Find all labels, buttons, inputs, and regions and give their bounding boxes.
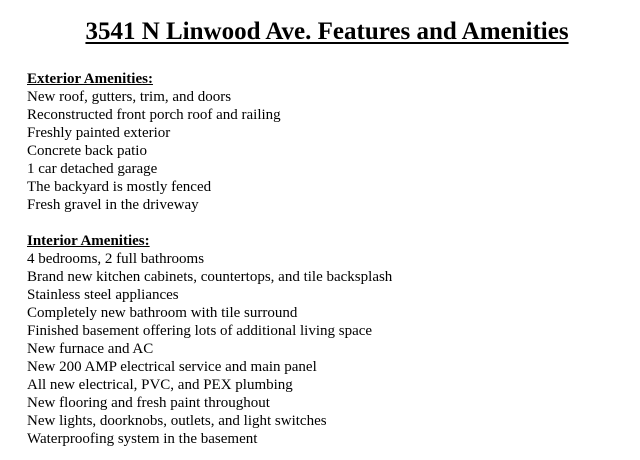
- list-item: Stainless steel appliances: [27, 287, 179, 303]
- interior-amenities-list: [27, 250, 627, 448]
- list-item: Fresh gravel in the driveway: [27, 197, 199, 213]
- list-item: 1 car detached garage: [27, 161, 158, 177]
- list-item: Freshly painted exterior: [27, 125, 171, 141]
- list-item: New lights, doorknobs, outlets, and light switches: [27, 413, 327, 429]
- list-item: Concrete back patio: [27, 143, 147, 159]
- list-item: New roof, gutters, trim, and doors: [27, 89, 232, 105]
- document-title: 3541 N Linwood Ave. Features and Amenities: [85, 18, 569, 45]
- list-item: All new electrical, PVC, and PEX plumbing: [27, 377, 293, 393]
- list-item: New flooring and fresh paint throughout: [27, 395, 270, 411]
- list-item: Waterproofing system in the basement: [27, 431, 258, 447]
- list-item: 4 bedrooms, 2 full bathrooms: [27, 251, 205, 267]
- interior-amenities-section: [27, 232, 627, 448]
- list-item: Brand new kitchen cabinets, countertops, and tile backsplash: [27, 269, 393, 285]
- list-item: New 200 AMP electrical service and main panel: [27, 359, 317, 375]
- exterior-amenities-heading: Exterior Amenities:: [27, 71, 153, 87]
- list-item: New furnace and AC: [27, 341, 154, 357]
- list-item: Completely new bathroom with tile surround: [27, 305, 298, 321]
- exterior-amenities-list: [27, 88, 627, 214]
- interior-amenities-heading: Interior Amenities:: [27, 233, 150, 249]
- list-item: Finished basement offering lots of additional living space: [27, 323, 373, 339]
- list-item: The backyard is mostly fenced: [27, 179, 212, 195]
- exterior-amenities-section: [27, 70, 627, 214]
- list-item: Reconstructed front porch roof and railing: [27, 107, 281, 123]
